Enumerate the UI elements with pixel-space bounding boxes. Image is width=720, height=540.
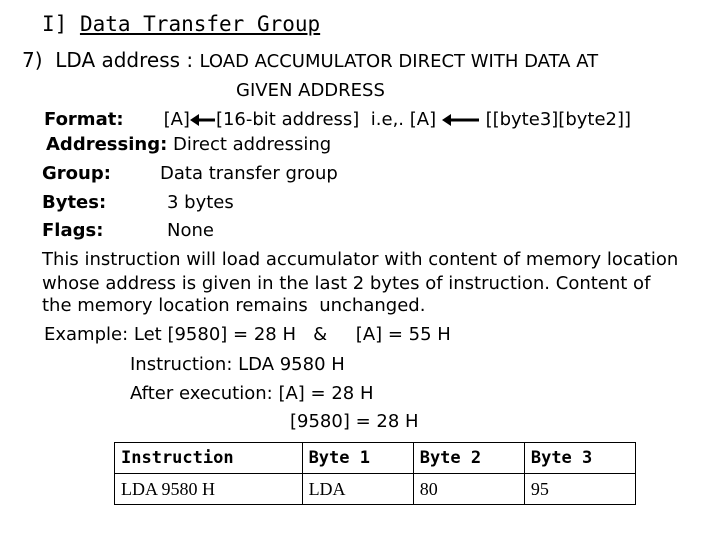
section-heading-prefix: I] [42,12,80,36]
table-cell: LDA [302,474,413,505]
group-value: Data transfer group [160,163,338,184]
explanation-line: whose address is given in the last 2 bytes of instruction. Content of [42,273,651,294]
instruction-number: 7) [22,48,43,72]
bytes-label: Bytes: [42,192,107,213]
table-cell: LDA 9580 H [115,474,303,505]
instruction-mnemonic: LDA address : [55,48,194,72]
bytes-value: 3 bytes [167,192,234,213]
instruction-description-cont: GIVEN ADDRESS [236,80,385,101]
left-arrow-icon [190,114,216,126]
table-header-row [115,443,636,474]
format-ie: i.e,. [A] [370,109,437,130]
table-header-cell: Byte 2 [413,443,524,474]
section-heading [42,14,320,35]
addressing-line [46,136,331,154]
section-heading-title: Data Transfer Group [79,12,321,36]
format-line [44,111,631,129]
addressing-label: Addressing: [46,134,168,155]
format-source: [16-bit address] [215,109,360,130]
format-expansion: [[byte3][byte2]] [485,109,632,130]
table-row [115,474,636,505]
table-cell: 95 [524,474,635,505]
example-line: Example: Let [9580] = 28 H & [A] = 55 H [44,324,451,345]
example-instruction: Instruction: LDA 9580 H [130,354,345,375]
explanation-line: the memory location remains unchanged. [42,295,426,316]
left-arrow-icon [442,114,480,126]
addressing-value: Direct addressing [173,134,332,155]
table-header-cell: Instruction [115,443,303,474]
table-cell: 80 [413,474,524,505]
flags-label: Flags: [42,220,104,241]
instruction-description: LOAD ACCUMULATOR DIRECT WITH DATA AT [199,51,599,72]
instruction-bytes-table [114,442,636,505]
table-header-cell: Byte 3 [524,443,635,474]
instruction-title [22,50,598,71]
flags-value: None [167,220,214,241]
format-dest: [A] [163,109,190,130]
group-label: Group: [42,163,111,184]
example-after-execution: After execution: [A] = 28 H [130,383,374,404]
format-label: Format: [44,109,124,130]
explanation-line: This instruction will load accumulator with content of memory location [42,249,679,270]
table-header-cell: Byte 1 [302,443,413,474]
example-memory-result: [9580] = 28 H [290,411,419,432]
